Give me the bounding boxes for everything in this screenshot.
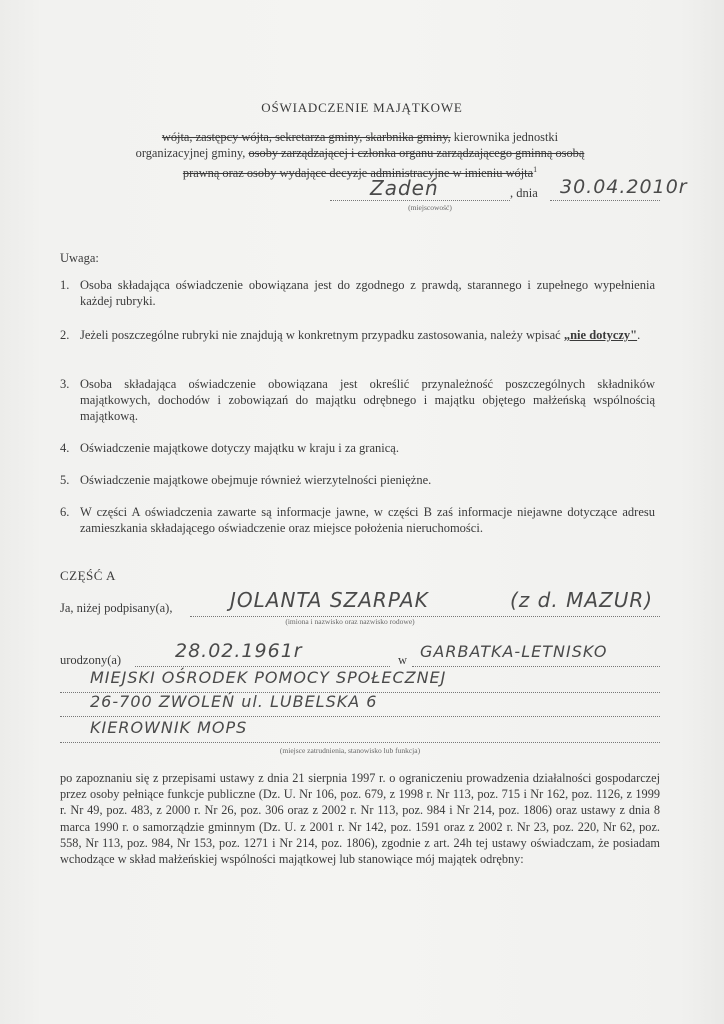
date-label: , dnia xyxy=(510,186,538,200)
born-place-field xyxy=(412,640,660,667)
header-line-1 xyxy=(60,130,660,145)
header-line-2 xyxy=(60,146,660,161)
part-a-heading: CZĘŚĆ A xyxy=(60,568,116,583)
born-date-value: 28.02.1961r xyxy=(175,640,303,662)
note-1-text: Osoba składająca oświadczenie obowiązana jest do zgodnego z prawdą, starannego i zupełnego wypełnienia każdej rubryki. xyxy=(80,278,655,308)
header-start-2: organizacyjnej gminy, xyxy=(135,146,249,160)
date-value: 30.04.2010r xyxy=(560,176,688,198)
note-3-text: Osoba składająca oświadczenie obowiązana jest określić przynależność poszczególnych składników majątkowych, dochodów i zobowiązań do majątku odrębnego i majątku objętego małżeńską wspólnością majątkową. xyxy=(80,377,655,423)
work-line-3-value: KIEROWNIK MOPS xyxy=(90,718,248,737)
note-2-text-underlined: „nie dotyczy" xyxy=(563,328,638,342)
note-2-text-after: . xyxy=(637,328,641,342)
work-hint: (miejsce zatrudnienia, stanowisko lub funkcja) xyxy=(279,746,421,755)
note-5-text: Oświadczenie majątkowe obejmuje również wierzytelności pieniężne. xyxy=(80,473,432,487)
place-field xyxy=(330,178,510,201)
statement-text: po zapoznaniu się z przepisami ustawy z dnia 21 sierpnia 1997 r. o ograniczeniu prowadzenia działalności gospodarczej przez osoby pełniące funkcje publiczne (Dz. U. Nr 106, poz. 679, z 1998 r. Nr 113, poz. 715 i Nr 162, poz. 1126, z 1999 r. Nr 49, poz. 483, z 2000 r. Nr 26, poz. 306 oraz z 2002 r. Nr 113, poz. 984 i Nr 214, poz. 1806) oraz ustawy z dnia 8 marca 1990 r. o samorządzie gminnym (Dz. U. z 2001 r. Nr 142, poz. 1591 oraz z 2002 r. Nr 23, poz. 220, Nr 62, poz. 558, Nr 113, poz. 984, Nr 153, poz. 1271 i Nr 214, poz. 1806), zgodnie z art. 24h tej ustawy oświadczam, że posiadam wchodzące w skład małżeńskiej wspólności majątkowej lub stanowiące mój majątek odrębny: xyxy=(60,771,660,867)
header-rest-1: kierownika jednostki xyxy=(450,130,559,144)
note-4-num: 4. xyxy=(60,441,70,455)
name-field xyxy=(190,588,660,617)
born-date-field xyxy=(135,640,390,667)
note-4-text: Oświadczenie majątkowe dotyczy majątku w kraju i za granicą. xyxy=(80,441,399,455)
header-struck-1: wójta, zastępcy wójta, sekretarza gminy, skarbnika gminy, xyxy=(161,130,451,144)
document-title: OŚWIADCZENIE MAJĄTKOWE xyxy=(261,100,463,115)
born-in-label: w xyxy=(398,653,408,667)
note-5-num: 5. xyxy=(60,473,70,487)
header-struck-2: osoby zarządzającej i członka organu zarządzającego gminną osobą xyxy=(248,146,585,160)
maiden-name-value: (z d. MAZUR) xyxy=(510,588,654,612)
footnote-marker: 1 xyxy=(533,165,538,174)
work-line-2-value: 26-700 ZWOLEŃ ul. LUBELSKA 6 xyxy=(90,692,378,711)
place-hint: (miejscowość) xyxy=(408,203,452,212)
work-line-2 xyxy=(60,692,660,717)
date-field xyxy=(550,176,688,201)
work-line-1-value: MIEJSKI OŚRODEK POMOCY SPOŁECZNEJ xyxy=(90,668,447,687)
note-2-num: 2. xyxy=(60,328,70,342)
note-6-num: 6. xyxy=(60,505,70,519)
name-hint: (imiona i nazwisko oraz nazwisko rodowe) xyxy=(285,617,415,626)
note-3-num: 3. xyxy=(60,377,70,391)
name-value: JOLANTA SZARPAK xyxy=(230,588,429,612)
note-2-text xyxy=(80,327,655,343)
work-line-3 xyxy=(60,718,660,743)
note-6-text: W części A oświadczenia zawarte są informacje jawne, w części B zaś informacje niejawne dotyczące adresu zamieszkania składającego oświadczenie oraz miejsce położenia nieruchomości. xyxy=(80,505,655,535)
note-2-text-before: Jeżeli poszczególne rubryki nie znajdują w konkretnym przypadku zastosowania, należy wpisać xyxy=(80,328,564,342)
note-1-num: 1. xyxy=(60,278,70,292)
header-struck-3: prawną oraz osoby wydające decyzje administracyjne w imieniu wójta xyxy=(182,166,534,181)
born-label: urodzony(a) xyxy=(60,653,122,667)
notes-heading: Uwaga: xyxy=(60,251,99,265)
work-line-1 xyxy=(60,668,660,693)
name-label: Ja, niżej podpisany(a), xyxy=(60,601,173,615)
place-value: Zadeń xyxy=(370,176,439,200)
born-place-value: GARBATKA-LETNISKO xyxy=(420,642,608,661)
